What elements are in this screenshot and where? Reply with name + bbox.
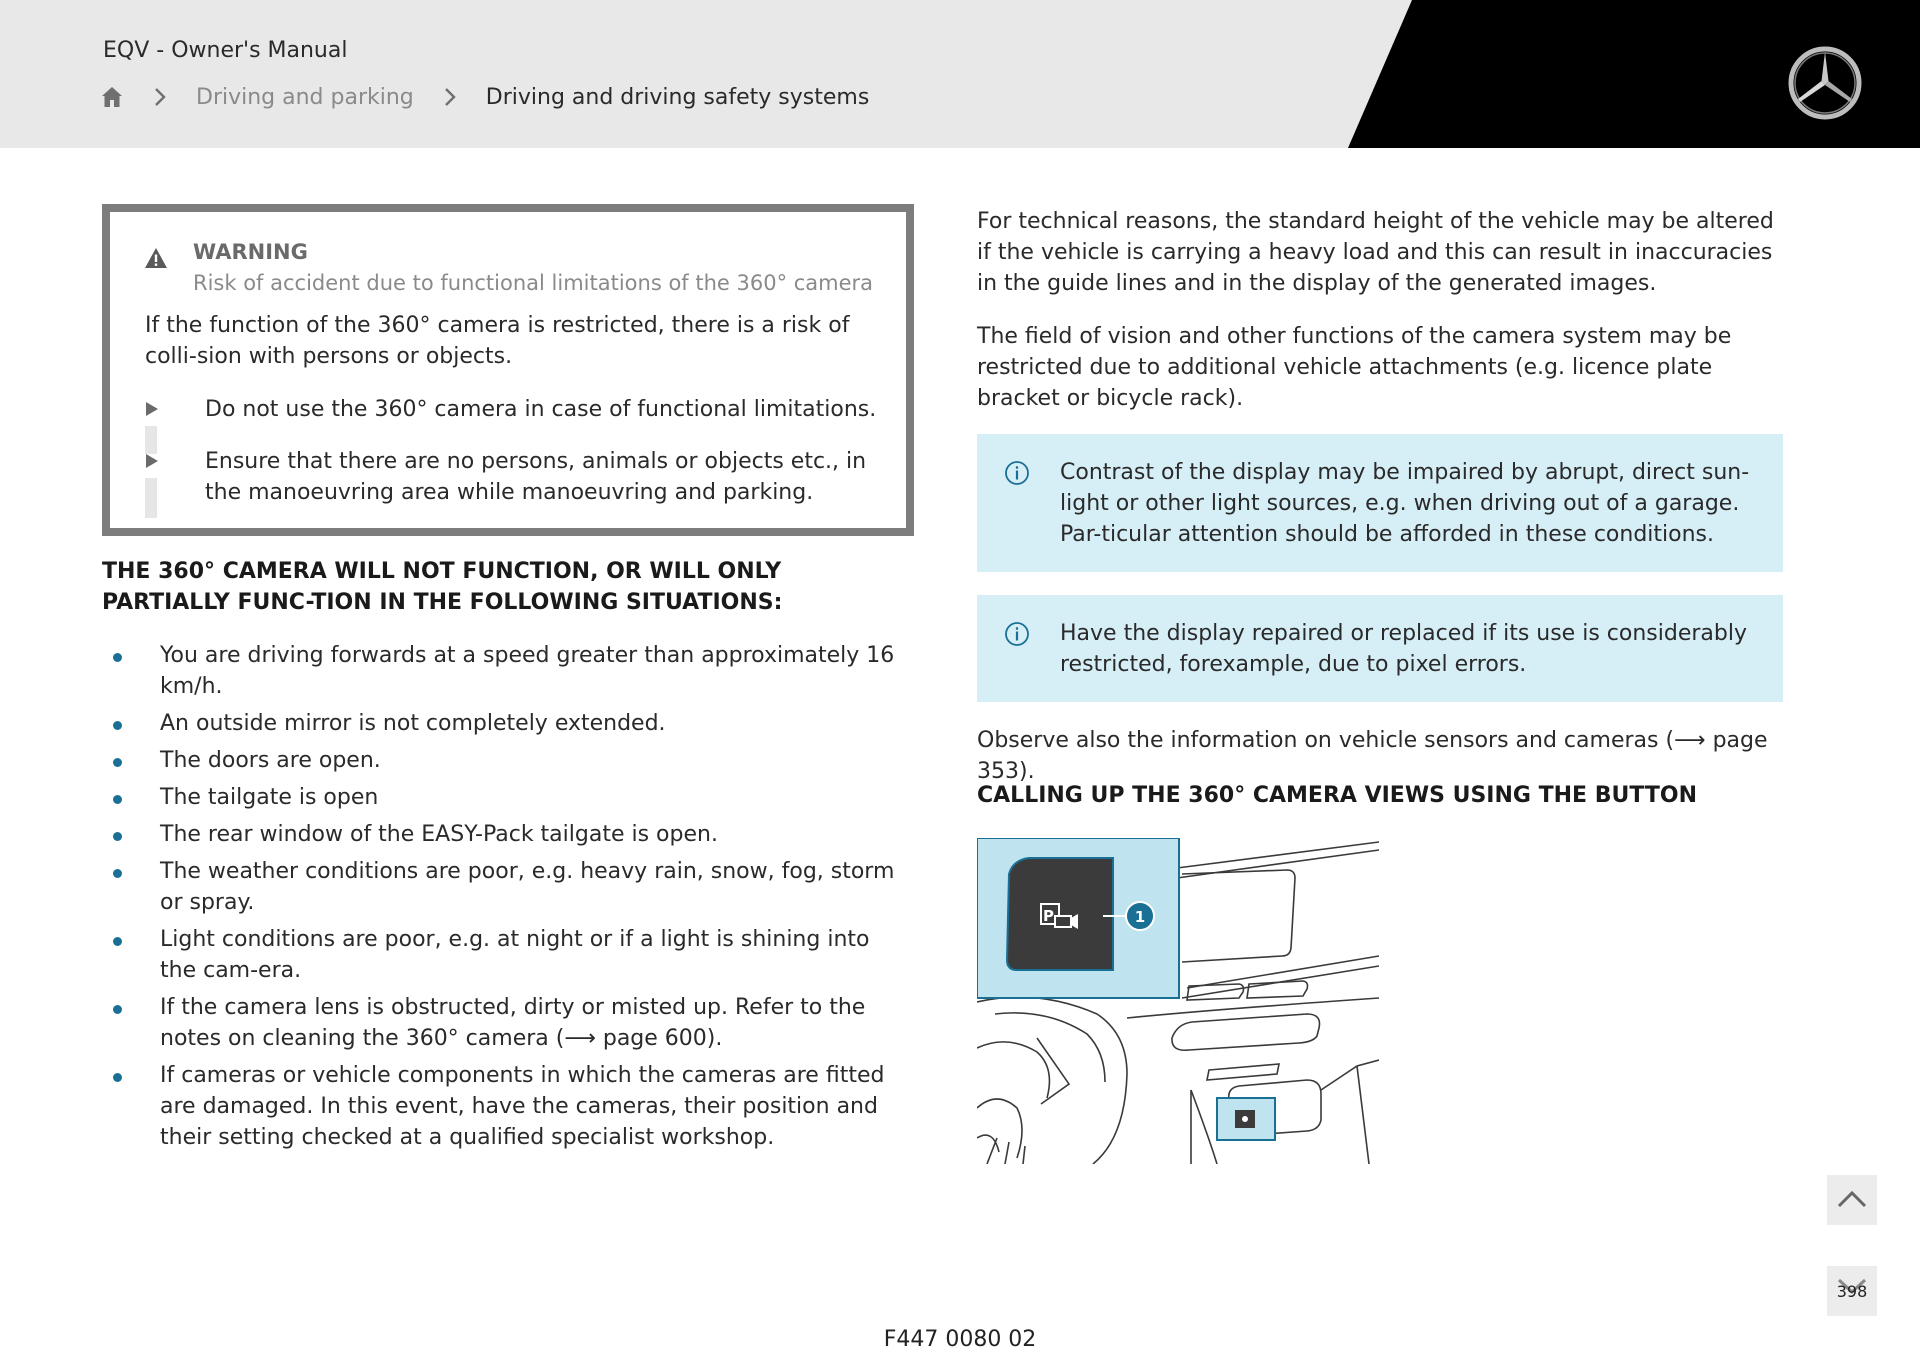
info-box-contrast [977,434,1783,572]
info-text: Have the display repaired or replaced if its use is considerably restricted, forexample, due to pixel errors. [1060,621,1747,677]
step-arrow-icon [145,401,159,417]
breadcrumb [100,80,869,114]
paragraph-vehicle-height: For technical reasons, the standard height of the vehicle may be altered if the vehicle is carrying a heavy load and this can result in inaccuracies in the guide lines and in the display of the generated images. [977,209,1774,296]
bullet-dot [113,721,122,730]
limitations-heading: THE 360° CAMERA WILL NOT FUNCTION, OR WILL ONLY PARTIALLY FUNC-TION IN THE FOLLOWING SITUATIONS: [102,559,783,615]
list-item-text: You are driving forwards at a speed greater than approximately 16 km/h. [160,643,895,699]
warning-step [145,446,885,508]
document-title: EQV - Owner's Manual [103,38,348,63]
bullet-dot [113,1073,122,1082]
home-icon[interactable] [100,85,124,109]
list-item-text: The weather conditions are poor, e.g. heavy rain, snow, fog, storm or spray. [160,859,895,915]
camera-views-heading: CALLING UP THE 360° CAMERA VIEWS USING THE BUTTON [977,783,1697,808]
info-icon [1004,621,1030,647]
breadcrumb-current-page: Driving and driving safety systems [485,84,870,110]
list-item-text: If cameras or vehicle components in which the cameras are fitted are damaged. In this event, have the cameras, their position and their setting checked at a qualified specialist workshop. [160,1063,885,1150]
bullet-dot [113,795,122,804]
list-item-text: An outside mirror is not completely extended. [160,711,666,736]
list-item-text: The rear window of the EASY-Pack tailgate is open. [160,822,718,847]
dashboard-camera-button-illustration [977,838,1379,1164]
scroll-up-button[interactable] [1827,1175,1877,1225]
step-arrow-icon [145,453,159,469]
list-item [102,640,912,702]
breadcrumb-driving-and-parking[interactable]: Driving and parking [196,84,414,110]
info-text: Contrast of the display may be impaired by abrupt, direct sun-light or other light sources, e.g. when driving out of a garage. Par-ticular attention should be afforded in these conditions. [1060,460,1750,547]
camera-button-glyph: P [1043,907,1054,925]
list-item-text: The doors are open. [160,748,381,773]
step-bar [145,478,157,518]
list-item-text: If the camera lens is obstructed, dirty or misted up. Refer to the notes on cleaning the 360° camera (⟶ page 600). [160,995,866,1051]
warning-subheading: Risk of accident due to functional limitations of the 360° camera [193,271,874,295]
warning-heading: WARNING [193,240,308,264]
warning-text: If the function of the 360° camera is restricted, there is a risk of colli-sion with persons or objects. [145,313,850,369]
list-item [102,745,912,776]
bullet-dot [113,832,122,841]
callout-number: 1 [1134,908,1146,926]
brand-star-logo [1786,44,1864,122]
bullet-dot [113,869,122,878]
info-icon [1004,460,1030,486]
list-item [102,992,912,1054]
chevron-right-icon [440,86,460,108]
chevron-right-icon [150,86,170,108]
list-item [102,924,912,986]
bullet-dot [113,758,122,767]
list-item [102,782,912,813]
header-dark-panel [0,0,1920,148]
warning-step-text: Do not use the 360° camera in case of functional limitations. [205,397,877,422]
chevron-up-icon [1827,1175,1877,1225]
warning-step [145,394,885,425]
bullet-dot [113,1005,122,1014]
paragraph-sensors-reference: Observe also the information on vehicle sensors and cameras (⟶ page 353). [977,728,1768,784]
list-item-text: The tailgate is open [160,785,379,810]
document-code: F447 0080 02 [883,1327,1037,1352]
list-item [102,708,912,739]
paragraph-field-of-vision: The field of vision and other functions of the camera system may be restricted due to additional vehicle attachments (e.g. licence plate bracket or bicycle rack). [977,324,1732,411]
page-number: 398 [1836,1282,1868,1301]
warning-step-text: Ensure that there are no persons, animals or objects etc., in the manoeuvring area while manoeuvring and parking. [205,449,867,505]
warning-box [102,204,914,536]
list-item [102,819,912,850]
limitations-list [102,640,912,1159]
bullet-dot [113,653,122,662]
bullet-dot [113,937,122,946]
list-item-text: Light conditions are poor, e.g. at night or if a light is shining into the cam-era. [160,927,870,983]
info-box-display-repair [977,595,1783,702]
warning-triangle-icon [144,247,168,269]
list-item [102,856,912,918]
list-item [102,1060,912,1153]
